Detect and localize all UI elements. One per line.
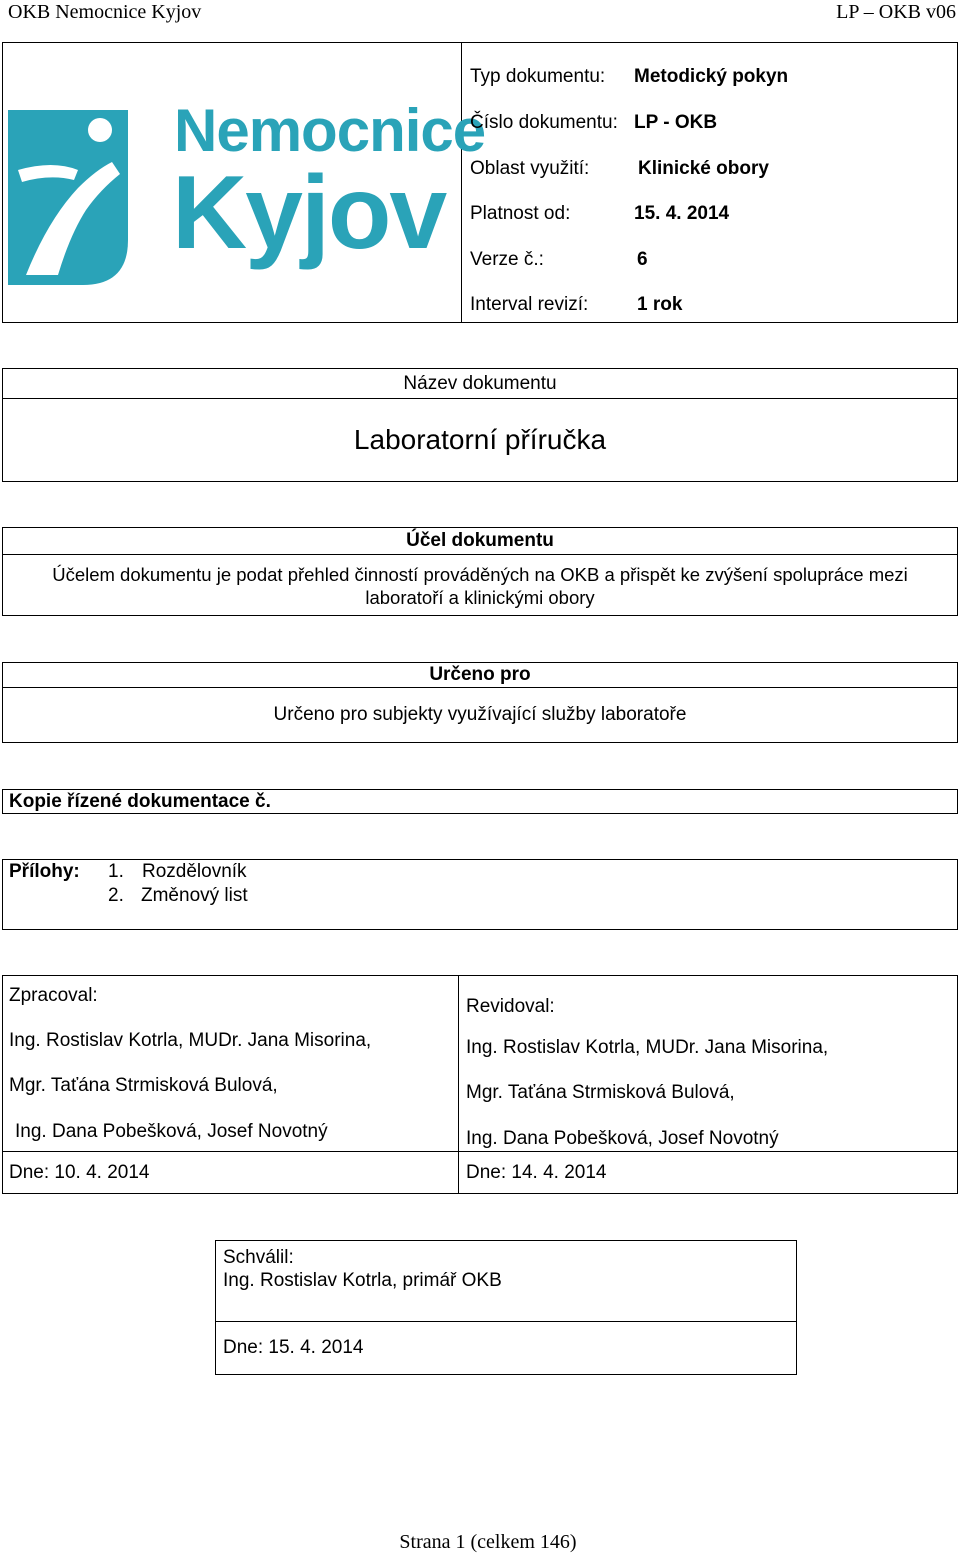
info-label-type: Typ dokumentu: [470,66,606,87]
approved-name: Ing. Rostislav Kotrla, primář OKB [223,1270,502,1291]
approval-divider [215,1321,797,1322]
prepared-line-2: Mgr. Taťána Strmisková Bulová, [9,1075,278,1096]
info-value-number: LP - OKB [634,112,718,133]
controlled-copy-label: Kopie řízené dokumentace č. [9,791,271,812]
attachment-item-2: Změnový list [141,885,248,906]
info-value-area: Klinické obory [638,158,769,179]
info-value-version: 6 [637,249,648,270]
signatures-divider [458,975,459,1194]
logo-line-2: Kyjov [172,155,446,271]
hospital-logo [8,97,486,295]
running-header-right: LP – OKB v06 [836,1,956,23]
approved-label: Schválil: [223,1247,294,1268]
purpose-text-line-2: laboratoří a klinickými obory [365,587,595,608]
document-name-divider [2,398,958,399]
info-label-area: Oblast využití: [470,158,590,179]
header-divider [461,42,462,323]
document-name-heading: Název dokumentu [403,373,557,394]
info-label-valid: Platnost od: [470,203,571,224]
info-label-number: Číslo dokumentu: [470,112,618,133]
info-value-valid: 15. 4. 2014 [634,203,730,224]
audience-divider [2,687,958,688]
purpose-divider [2,554,958,555]
purpose-text-line-1: Účelem dokumentu je podat přehled činností prováděných na OKB a přispět ke zvýšení spolupráce mezi [52,564,908,585]
page-number: Strana 1 (celkem 146) [399,1531,577,1553]
revised-line-2: Mgr. Taťána Strmisková Bulová, [466,1082,735,1103]
revised-label: Revidoval: [466,996,555,1017]
attachment-number-1: 1. [108,861,124,882]
revised-line-3: Ing. Dana Pobešková, Josef Novotný [466,1128,779,1149]
info-value-interval: 1 rok [637,294,683,315]
audience-text: Určeno pro subjekty využívající služby laboratoře [273,704,687,725]
info-label-interval: Interval revizí: [470,294,589,315]
approved-date: Dne: 15. 4. 2014 [223,1337,364,1358]
revised-date: Dne: 14. 4. 2014 [466,1162,607,1183]
prepared-label: Zpracoval: [9,985,98,1006]
prepared-date: Dne: 10. 4. 2014 [9,1162,150,1183]
document-title: Laboratorní příručka [353,424,607,455]
signatures-date-divider [2,1151,958,1152]
revised-line-1: Ing. Rostislav Kotrla, MUDr. Jana Misorina, [466,1037,829,1058]
prepared-line-1: Ing. Rostislav Kotrla, MUDr. Jana Misorina, [9,1030,372,1051]
info-label-version: Verze č.: [470,249,544,270]
info-value-type: Metodický pokyn [634,66,789,87]
running-header-left: OKB Nemocnice Kyjov [8,1,202,23]
logo-line-1: Nemocnice [174,97,486,164]
prepared-line-3: Ing. Dana Pobešková, Josef Novotný [15,1121,328,1142]
attachments-label: Přílohy: [9,861,80,882]
attachment-number-2: 2. [108,885,124,906]
attachment-item-1: Rozdělovník [142,861,247,882]
purpose-heading: Účel dokumentu [406,530,554,551]
audience-heading: Určeno pro [429,664,531,685]
